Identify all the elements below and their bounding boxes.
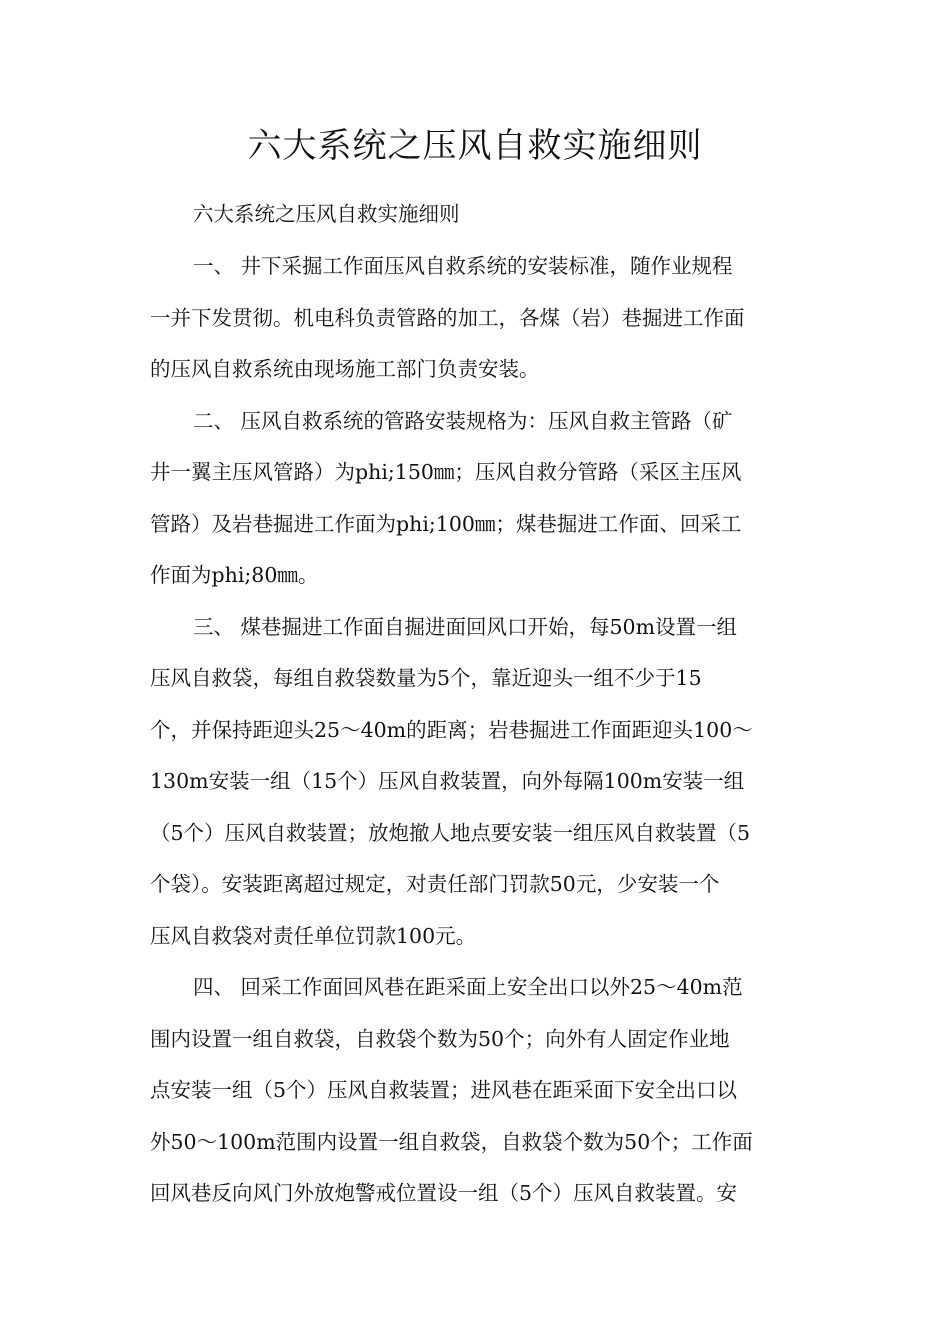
paragraph-3-line-4: 130m安装一组（15个）压风自救装置，向外每隔100m安装一组 [150, 769, 745, 793]
paragraph-3-line-1: 三、 煤巷掘进工作面自掘进面回风口开始，每50m设置一组 [193, 615, 738, 639]
paragraph-1-line-3: 的压风自救系统由现场施工部门负责安装。 [150, 357, 540, 381]
paragraph-3-line-3: 个，并保持距迎头25～40m的距离；岩巷掘进工作面距迎头100～ [150, 718, 753, 742]
subtitle-line: 六大系统之压风自救实施细则 [193, 202, 460, 226]
paragraph-1-line-1: 一、 井下采掘工作面压风自救系统的安装标准，随作业规程 [193, 254, 733, 278]
paragraph-3-line-7: 压风自救袋对责任单位罚款100元。 [150, 924, 477, 948]
paragraph-3-line-5: （5个）压风自救装置；放炮撤人地点要安装一组压风自救装置（5 [150, 821, 751, 845]
paragraph-4-line-5: 回风巷反向风门外放炮警戒位置设一组（5个）压风自救装置。安 [150, 1181, 738, 1205]
paragraph-4-line-2: 围内设置一组自救袋，自救袋个数为50个；向外有人固定作业地 [150, 1027, 730, 1051]
paragraph-2-line-4: 作面为phi;80㎜。 [150, 563, 319, 587]
paragraph-4-line-3: 点安装一组（5个）压风自救装置；进风巷在距采面下安全出口以 [150, 1078, 738, 1102]
paragraph-2-line-1: 二、 压风自救系统的管路安装规格为：压风自救主管路（矿 [193, 409, 733, 433]
paragraph-3-line-6: 个袋）。安装距离超过规定，对责任部门罚款50元，少安装一个 [150, 872, 720, 896]
paragraph-1-line-2: 一并下发贯彻。机电科负责管路的加工，各煤（岩）巷掘进工作面 [150, 306, 745, 330]
paragraph-2-line-2: 井一翼主压风管路）为phi;150㎜；压风自救分管路（采区主压风 [150, 460, 742, 484]
paragraph-4-line-1: 四、 回采工作面回风巷在距采面上安全出口以外25～40m范 [193, 975, 743, 999]
paragraph-4-line-4: 外50～100m范围内设置一组自救袋，自救袋个数为50个；工作面 [150, 1130, 753, 1154]
paragraph-2-line-3: 管路）及岩巷掘进工作面为phi;100㎜；煤巷掘进工作面、回采工 [150, 512, 742, 536]
document-title: 六大系统之压风自救实施细则 [247, 126, 703, 166]
paragraph-3-line-2: 压风自救袋，每组自救袋数量为5个，靠近迎头一组不少于15 [150, 666, 702, 690]
